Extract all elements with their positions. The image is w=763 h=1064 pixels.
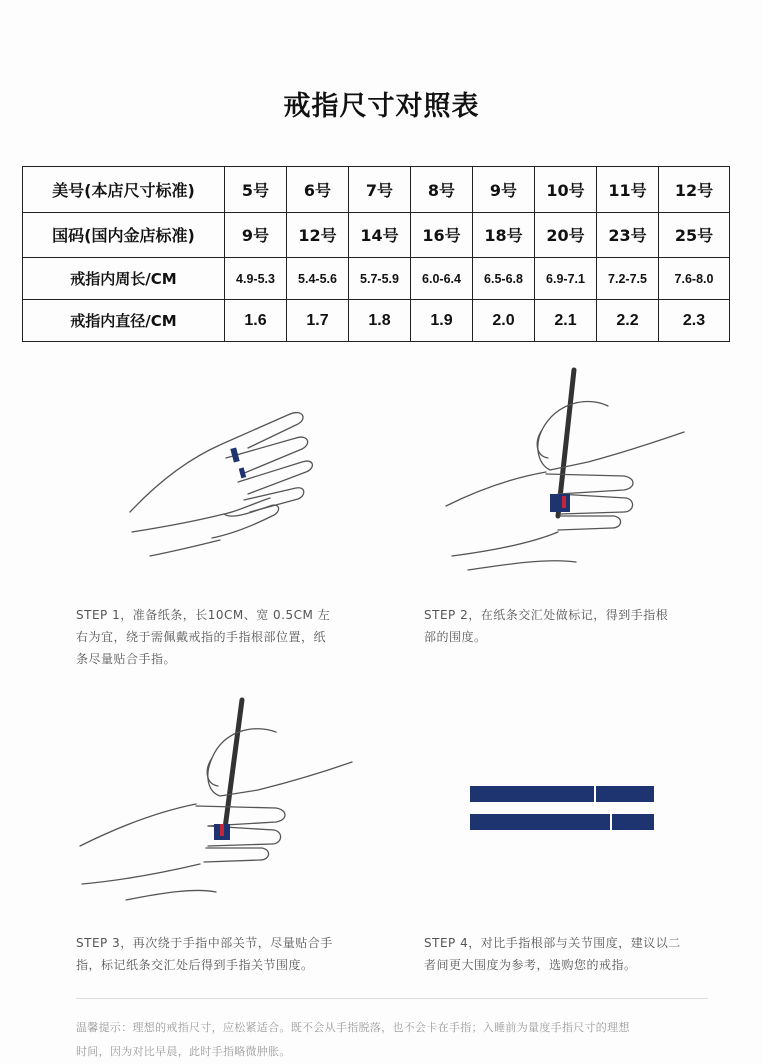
- step2-hand-illustration: [438, 366, 688, 576]
- table-cell: 6号: [287, 167, 349, 213]
- paper-strip: [470, 814, 610, 830]
- table-cell: 2.2: [597, 300, 659, 342]
- table-cell: 5号: [225, 167, 287, 213]
- table-cell: 8号: [411, 167, 473, 213]
- table-cell: 7号: [349, 167, 411, 213]
- step4-line: STEP 4，对比手指根部与关节围度，建议以二: [424, 936, 681, 950]
- row-header: 戒指内直径/CM: [23, 300, 225, 342]
- table-cell: 1.6: [225, 300, 287, 342]
- step1-line: 右为宜，绕于需佩戴戒指的手指根部位置，纸: [76, 630, 327, 644]
- table-cell: 9号: [473, 167, 535, 213]
- table-cell: 20号: [535, 212, 597, 258]
- row-cn-size: [23, 212, 730, 258]
- table-cell: 10号: [535, 167, 597, 213]
- table-cell: 2.0: [473, 300, 535, 342]
- row-header: 戒指内周长/CM: [23, 258, 225, 300]
- table-cell: 12号: [287, 212, 349, 258]
- ring-size-table: [22, 166, 730, 342]
- pen-mark: [562, 496, 566, 508]
- table-cell: 5.4-5.6: [287, 258, 349, 300]
- paper-strip: [550, 494, 570, 512]
- step3-hand-illustration: [76, 696, 356, 906]
- tip-line: 时间，因为对比早晨，此时手指略微肿胀。: [76, 1045, 291, 1058]
- step4-line: 者间更大围度为参考，选购您的戒指。: [424, 958, 637, 972]
- step1-hand-illustration: [120, 400, 350, 560]
- table-cell: 2.3: [659, 300, 730, 342]
- table-cell: 6.0-6.4: [411, 258, 473, 300]
- paper-strip: [470, 786, 594, 802]
- step1-line: STEP 1，准备纸条，长10CM、宽 0.5CM 左: [76, 608, 331, 622]
- table-cell: 25号: [659, 212, 730, 258]
- table-cell: 1.8: [349, 300, 411, 342]
- step3-line: STEP 3，再次绕于手指中部关节，尽量贴合手: [76, 936, 333, 950]
- tip-text: [76, 1016, 716, 1064]
- paper-strip: [596, 786, 654, 802]
- row-header: 美号(本店尺寸标准): [23, 167, 225, 213]
- step2-line: STEP 2，在纸条交汇处做标记，得到手指根: [424, 608, 669, 622]
- table-cell: 7.6-8.0: [659, 258, 730, 300]
- step4-strip-comparison: [470, 786, 654, 832]
- page-title: 戒指尺寸对照表: [283, 91, 480, 122]
- step1-line: 条尽量贴合手指。: [76, 652, 177, 666]
- table-cell: 11号: [597, 167, 659, 213]
- table-cell: 12号: [659, 167, 730, 213]
- tip-line: 温馨提示：理想的戒指尺寸，应松紧适合。既不会从手指脱落，也不会卡在手指；入睡前为量度手指尺寸的理想: [76, 1021, 630, 1034]
- table-cell: 4.9-5.3: [225, 258, 287, 300]
- table-cell: 23号: [597, 212, 659, 258]
- row-header: 国码(国内金店标准): [23, 212, 225, 258]
- step2-text: [424, 604, 724, 648]
- table-cell: 18号: [473, 212, 535, 258]
- table-cell: 16号: [411, 212, 473, 258]
- table-cell: 1.9: [411, 300, 473, 342]
- row-diameter: [23, 300, 730, 342]
- step3-text: [76, 932, 376, 976]
- table-cell: 9号: [225, 212, 287, 258]
- step4-text: [424, 932, 724, 976]
- paper-strip: [612, 814, 654, 830]
- step3-line: 指，标记纸条交汇处后得到手指关节围度。: [76, 958, 314, 972]
- pen-mark: [220, 824, 224, 836]
- table-cell: 7.2-7.5: [597, 258, 659, 300]
- step1-text: [76, 604, 376, 670]
- step2-line: 部的围度。: [424, 630, 487, 644]
- row-us-size: [23, 167, 730, 213]
- table-cell: 1.7: [287, 300, 349, 342]
- row-circumference: [23, 258, 730, 300]
- divider: [76, 998, 708, 999]
- table-cell: 2.1: [535, 300, 597, 342]
- table-cell: 6.5-6.8: [473, 258, 535, 300]
- table-cell: 6.9-7.1: [535, 258, 597, 300]
- table-cell: 5.7-5.9: [349, 258, 411, 300]
- table-cell: 14号: [349, 212, 411, 258]
